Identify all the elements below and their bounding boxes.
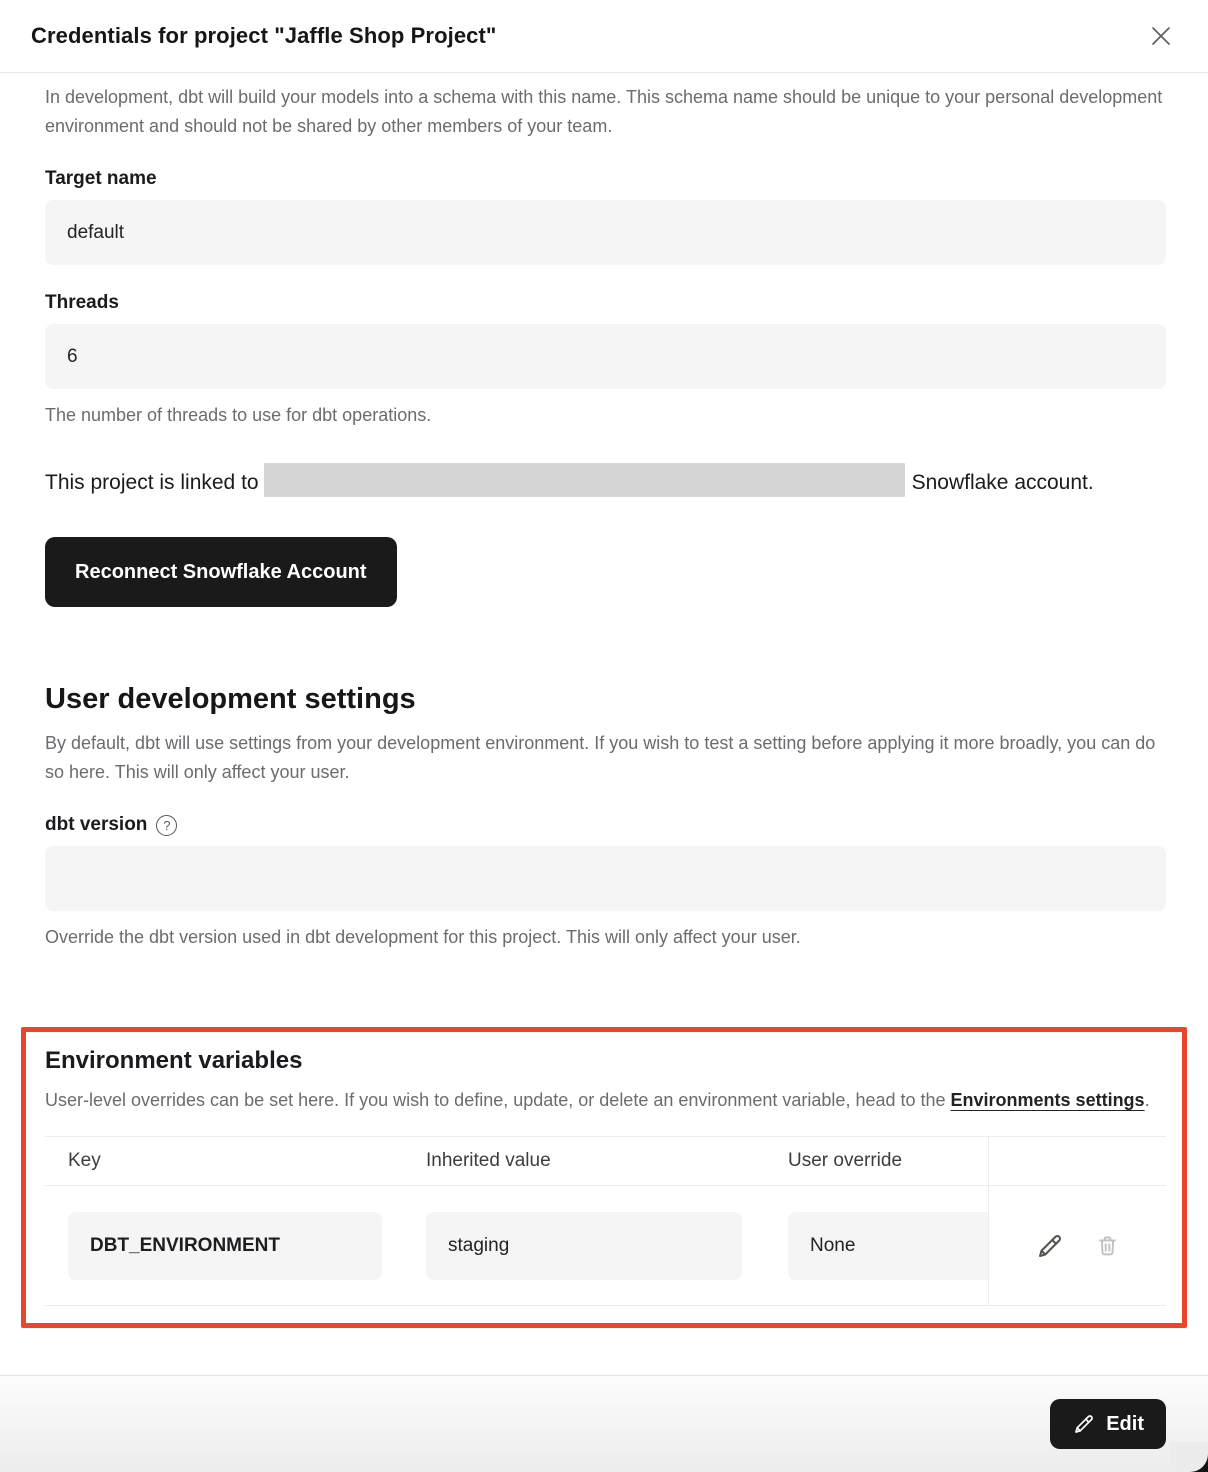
- column-header-key: Key: [68, 1150, 101, 1171]
- threads-input[interactable]: [45, 324, 1166, 389]
- environment-variables-description: [45, 1086, 1166, 1115]
- pencil-icon: [1035, 1231, 1065, 1261]
- target-name-label: Target name: [45, 168, 157, 189]
- env-desc-before-link: User-level overrides can be set here. If you wish to define, update, or delete an environment variable, head to the: [45, 1090, 951, 1110]
- reconnect-snowflake-label: Reconnect Snowflake Account: [75, 560, 367, 583]
- dbt-version-label: [45, 814, 1166, 836]
- threads-label: Threads: [45, 292, 119, 313]
- dbt-version-input[interactable]: [45, 846, 1166, 911]
- edit-button-label: Edit: [1106, 1412, 1144, 1435]
- modal-content: [0, 73, 1208, 1306]
- modal-title: Credentials for project "Jaffle Shop Project": [31, 23, 497, 48]
- user-override-box: None: [788, 1212, 988, 1280]
- modal-footer: [0, 1375, 1208, 1472]
- close-button[interactable]: [1144, 19, 1178, 53]
- reconnect-snowflake-button[interactable]: [45, 537, 397, 607]
- table-row: [45, 1186, 1166, 1305]
- help-glyph: ?: [163, 817, 171, 833]
- edit-pencil-icon: [1072, 1412, 1096, 1436]
- column-header-user-override: User override: [788, 1150, 903, 1171]
- inherited-value-cell: [426, 1186, 788, 1305]
- schema-intro-text: In development, dbt will build your models into a schema with this name. This schema name should be unique to your personal development environment and should not be shared by other members of your team.: [45, 87, 1163, 136]
- edit-button[interactable]: [1050, 1399, 1166, 1449]
- threads-value: 6: [67, 345, 78, 367]
- close-icon: [1149, 24, 1173, 48]
- modal-header: [0, 0, 1208, 73]
- column-header-actions: [988, 1137, 1166, 1185]
- edit-row-button[interactable]: [1031, 1227, 1069, 1265]
- target-name-input[interactable]: [45, 200, 1166, 265]
- delete-row-button[interactable]: [1090, 1228, 1125, 1263]
- environments-settings-link[interactable]: Environments settings: [950, 1090, 1145, 1110]
- user-override-cell: [788, 1186, 988, 1305]
- key-cell: [45, 1186, 426, 1305]
- user-dev-settings-description: By default, dbt will use settings from your development environment. If you wish to test a setting before applying it more broadly, you can do so here. This will only affect your user.: [45, 733, 1156, 782]
- inherited-value-box: staging: [426, 1212, 742, 1280]
- help-icon[interactable]: [156, 815, 177, 836]
- threads-helper-text: The number of threads to use for dbt operations.: [45, 405, 432, 425]
- target-name-value: default: [67, 221, 125, 243]
- user-dev-settings-heading: User development settings: [45, 683, 416, 715]
- snowflake-text-before: This project is linked to: [45, 471, 259, 494]
- snowflake-text-after: Snowflake account.: [911, 471, 1094, 494]
- redacted-account-name: [264, 463, 905, 497]
- dbt-version-label-text: dbt version: [45, 814, 148, 835]
- row-actions-cell: [988, 1186, 1166, 1305]
- table-header-row: [45, 1137, 1166, 1186]
- dbt-version-helper-text: Override the dbt version used in dbt development for this project. This will only affect your user.: [45, 927, 801, 947]
- environment-variables-table: [45, 1136, 1166, 1306]
- column-header-inherited-value: Inherited value: [426, 1150, 551, 1171]
- env-desc-after-link: .: [1144, 1090, 1150, 1110]
- snowflake-linked-text: [45, 463, 1166, 501]
- row-actions: [1031, 1186, 1125, 1305]
- environment-variables-heading: Environment variables: [45, 1047, 303, 1074]
- key-value-box: DBT_ENVIRONMENT: [68, 1212, 382, 1280]
- trash-icon: [1094, 1232, 1121, 1259]
- environment-variables-section: [45, 1047, 1166, 1306]
